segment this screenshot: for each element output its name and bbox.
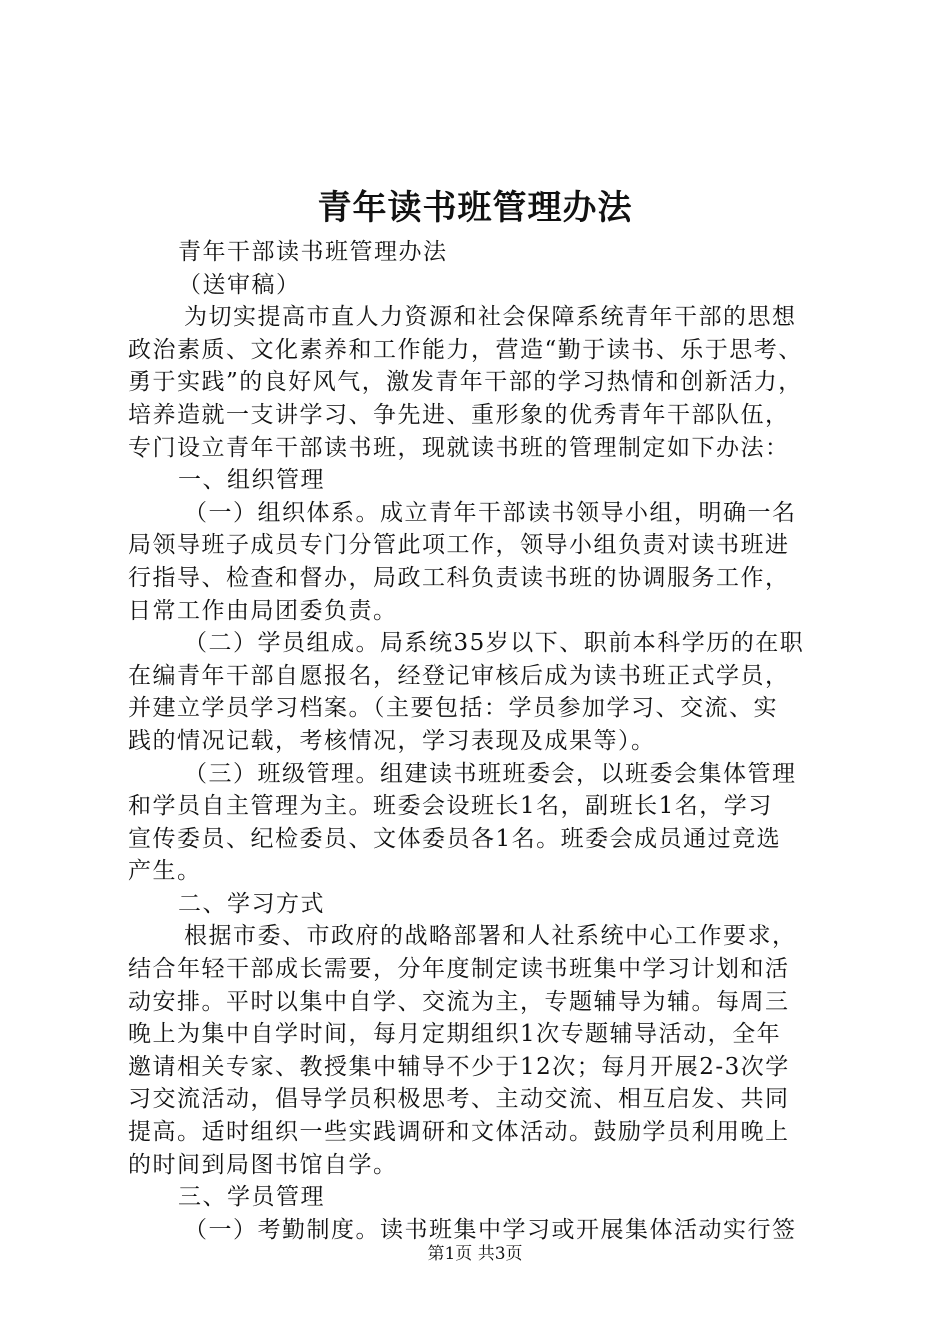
section-heading: 二、学习方式 xyxy=(178,890,325,917)
paragraph-line: 宣传委员、纪检委员、文体委员各1名。班委会成员通过竞选 xyxy=(128,825,782,852)
section-heading: 三、学员管理 xyxy=(178,1184,325,1211)
paragraph-line: 根据市委、市政府的战略部署和人社系统中心工作要求， xyxy=(184,923,797,950)
paragraph-line: 在编青年干部自愿报名，经登记审核后成为读书班正式学员， xyxy=(128,662,790,689)
paragraph-line: （二）学员组成。局系统35岁以下、职前本科学历的在职 xyxy=(184,630,805,657)
draft-note: （送审稿） xyxy=(178,271,301,298)
paragraph-line: 为切实提高市直人力资源和社会保障系统青年干部的思想 xyxy=(184,304,797,331)
paragraph-line: 提高。适时组织一些实践调研和文体活动。鼓励学员利用晚上 xyxy=(128,1119,790,1146)
page-footer: 第1页 共3页 xyxy=(427,1244,523,1264)
paragraph-line: 邀请相关专家、教授集中辅导不少于12次；每月开展2-3次学 xyxy=(128,1053,790,1080)
paragraph-line: 局领导班子成员专门分管此项工作，领导小组负责对读书班进 xyxy=(128,532,790,559)
paragraph-line: 并建立学员学习档案。（主要包括：学员参加学习、交流、实 xyxy=(128,695,778,722)
document-title: 青年读书班管理办法 xyxy=(317,188,633,228)
paragraph-line: 和学员自主管理为主。班委会设班长1名，副班长1名，学习 xyxy=(128,793,773,820)
paragraph-line: 行指导、检查和督办，局政工科负责读书班的协调服务工作， xyxy=(128,564,790,591)
paragraph-line: 培养造就一支讲学习、争先进、重形象的优秀青年干部队伍， xyxy=(128,401,790,428)
paragraph-line: 践的情况记载，考核情况，学习表现及成果等）。 xyxy=(128,727,656,754)
paragraph-line: 专门设立青年干部读书班，现就读书班的管理制定如下办法： xyxy=(128,434,790,461)
paragraph-line: 政治素质、文化素养和工作能力，营造“勤于读书、乐于思考、 xyxy=(128,336,803,363)
paragraph-line: 结合年轻干部成长需要，分年度制定读书班集中学习计划和活 xyxy=(128,956,790,983)
paragraph-line: 晚上为集中自学时间，每月定期组织1次专题辅导活动，全年 xyxy=(128,1021,782,1048)
paragraph-line: （一）组织体系。成立青年干部读书领导小组，明确一名 xyxy=(184,499,797,526)
paragraph-line: 习交流活动，倡导学员积极思考、主动交流、相互启发、共同 xyxy=(128,1086,790,1113)
section-heading: 一、组织管理 xyxy=(178,467,325,494)
paragraph-line: （一）考勤制度。读书班集中学习或开展集体活动实行签 xyxy=(184,1216,797,1243)
document-body xyxy=(128,236,830,1246)
paragraph-line: 产生。 xyxy=(128,858,202,885)
paragraph-line: 勇于实践”的良好风气，激发青年干部的学习热情和创新活力， xyxy=(128,369,803,396)
paragraph-line: （三）班级管理。组建读书班班委会，以班委会集体管理 xyxy=(184,760,797,787)
subtitle-line: 青年干部读书班管理办法 xyxy=(178,239,448,265)
paragraph-line: 日常工作由局团委负责。 xyxy=(128,597,398,624)
paragraph-line: 动安排。平时以集中自学、交流为主，专题辅导为辅。每周三 xyxy=(128,988,790,1015)
paragraph-line: 的时间到局图书馆自学。 xyxy=(128,1151,398,1178)
